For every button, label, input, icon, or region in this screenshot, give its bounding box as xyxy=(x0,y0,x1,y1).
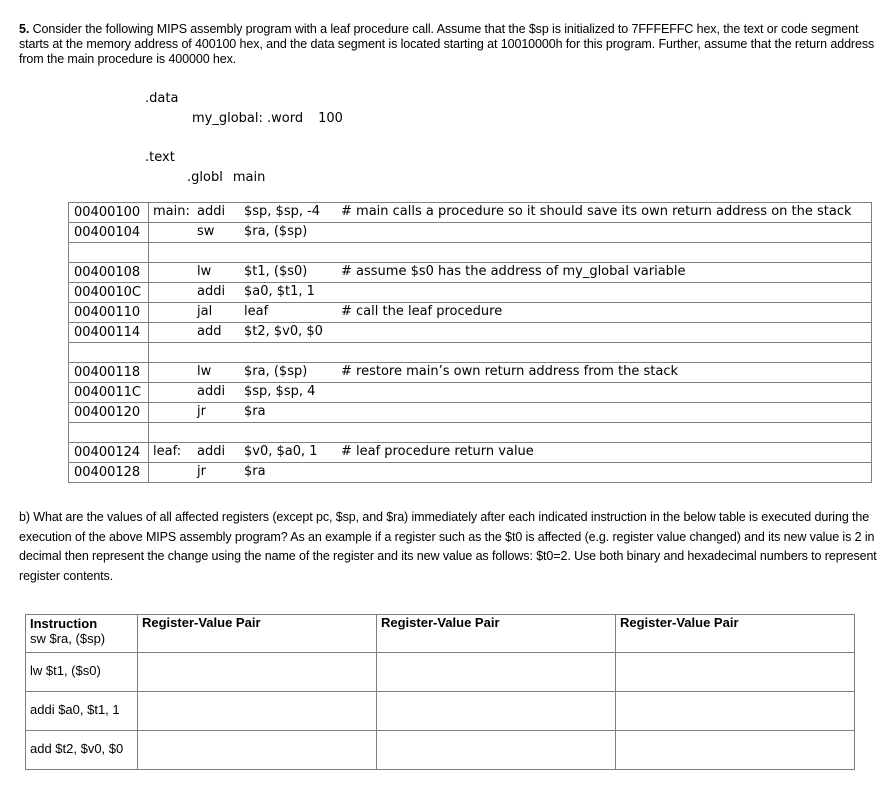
comment: # restore main’s own return address from the stack xyxy=(341,364,679,379)
label: main: xyxy=(153,204,190,219)
operands: $ra, ($sp) xyxy=(244,364,308,379)
opcode: jr xyxy=(197,464,206,479)
opcode: lw xyxy=(197,264,212,279)
register-value-header: Register-Value Pair xyxy=(381,615,500,630)
code-row xyxy=(69,283,872,303)
code-row xyxy=(69,303,872,323)
data-directive: .data xyxy=(145,91,179,106)
instruction-sw: sw $ra, ($sp) xyxy=(30,631,106,646)
operands: $a0, $t1, 1 xyxy=(244,284,315,299)
empty-cell xyxy=(69,423,149,443)
operands: $ra, ($sp) xyxy=(244,224,308,239)
instruction-cell xyxy=(149,303,872,323)
address: 00400118 xyxy=(69,363,149,383)
register-value-header: Register-Value Pair xyxy=(142,615,261,630)
address: 00400128 xyxy=(69,463,149,483)
globl-keyword: .globl xyxy=(187,170,223,185)
answer-cell[interactable] xyxy=(138,653,377,692)
instruction-cell: addi $a0, $t1, 1 xyxy=(26,692,138,731)
opcode: addi xyxy=(197,444,226,459)
comment: # call the leaf procedure xyxy=(341,304,503,319)
globl-directive xyxy=(187,170,265,186)
code-row xyxy=(69,263,872,283)
answer-header-row xyxy=(26,615,855,653)
empty-cell xyxy=(69,343,149,363)
instruction-cell xyxy=(149,403,872,423)
code-row xyxy=(69,363,872,383)
code-listing xyxy=(68,202,872,483)
instruction-cell xyxy=(149,223,872,243)
empty-cell xyxy=(149,343,872,363)
instruction-cell xyxy=(149,443,872,463)
answer-cell[interactable] xyxy=(138,615,377,653)
answer-row xyxy=(26,692,855,731)
answer-cell[interactable] xyxy=(616,692,855,731)
answer-cell[interactable] xyxy=(616,615,855,653)
address: 00400124 xyxy=(69,443,149,463)
answer-cell[interactable] xyxy=(377,692,616,731)
address: 00400120 xyxy=(69,403,149,423)
instruction-cell xyxy=(149,263,872,283)
answer-cell[interactable] xyxy=(377,615,616,653)
operands: $t2, $v0, $0 xyxy=(244,324,323,339)
spacer-row xyxy=(69,343,872,363)
opcode: addi xyxy=(197,284,226,299)
instruction-cell xyxy=(149,283,872,303)
code-row xyxy=(69,403,872,423)
declaration-text: my_global: .word xyxy=(192,111,304,126)
instruction-cell: add $t2, $v0, $0 xyxy=(26,731,138,770)
code-row xyxy=(69,443,872,463)
address: 00400100 xyxy=(69,203,149,223)
empty-cell xyxy=(69,243,149,263)
problem-intro: Consider the following MIPS assembly program with a leaf procedure call. Assume that the $sp is initialized to 7FFFEFFC hex, the text or code segment starts at the memory address of 400100 hex, and the data segment is located starting at 10010000h for this program. Further, assume that the return address from the main procedure is 400000 hex. xyxy=(19,22,875,66)
operands: $sp, $sp, 4 xyxy=(244,384,316,399)
instruction-cell xyxy=(149,203,872,223)
opcode: sw xyxy=(197,224,215,239)
empty-cell xyxy=(149,423,872,443)
text-directive: .text xyxy=(145,150,175,165)
address: 00400114 xyxy=(69,323,149,343)
code-row xyxy=(69,383,872,403)
address: 0040011C xyxy=(69,383,149,403)
address: 00400104 xyxy=(69,223,149,243)
globl-name: main xyxy=(232,170,266,185)
code-row xyxy=(69,463,872,483)
instruction-cell xyxy=(26,615,138,653)
answer-cell[interactable] xyxy=(616,731,855,770)
problem-statement xyxy=(19,22,877,67)
opcode: addi xyxy=(197,384,226,399)
spacer-row xyxy=(69,243,872,263)
address: 00400108 xyxy=(69,263,149,283)
instruction-cell: lw $t1, ($s0) xyxy=(26,653,138,692)
part-b-question: b) What are the values of all affected registers (except pc, $sp, and $ra) immediately after each indicated instruction in the below table is executed during the execution of the above MIPS assembly program? As an example if a register such as the $t0 is affected (e.g. register value changed) and its new value is 2 in decimal then represent the change using the name of the register and its new value as follows: $t0=2. Use both binary and hexadecimal numbers to represent register contents. xyxy=(19,510,877,583)
address: 00400110 xyxy=(69,303,149,323)
declaration-value: 100 xyxy=(318,111,343,126)
comment: # leaf procedure return value xyxy=(341,444,534,459)
instruction-cell xyxy=(149,363,872,383)
empty-cell xyxy=(149,243,872,263)
instruction-cell xyxy=(149,463,872,483)
code-row xyxy=(69,223,872,243)
answer-row xyxy=(26,731,855,770)
operands: $ra xyxy=(244,464,266,479)
address: 0040010C xyxy=(69,283,149,303)
opcode: jal xyxy=(197,304,213,319)
spacer-row xyxy=(69,423,872,443)
operands: $ra xyxy=(244,404,266,419)
code-row xyxy=(69,203,872,223)
answer-row xyxy=(26,653,855,692)
operands: leaf xyxy=(244,304,269,319)
answer-cell[interactable] xyxy=(616,653,855,692)
opcode: addi xyxy=(197,204,226,219)
operands: $sp, $sp, -4 xyxy=(244,204,321,219)
answer-cell[interactable] xyxy=(377,653,616,692)
code-row xyxy=(69,323,872,343)
answer-cell[interactable] xyxy=(377,731,616,770)
instruction-header: Instruction xyxy=(30,616,98,631)
opcode: jr xyxy=(197,404,206,419)
register-value-header: Register-Value Pair xyxy=(620,615,739,630)
comment: # main calls a procedure so it should save its own return address on the stack xyxy=(341,204,852,219)
answer-table xyxy=(25,614,855,770)
instruction-cell xyxy=(149,323,872,343)
opcode: lw xyxy=(197,364,212,379)
global-declaration xyxy=(192,111,343,127)
opcode: add xyxy=(197,324,222,339)
operands: $t1, ($s0) xyxy=(244,264,308,279)
problem-number: 5. xyxy=(19,22,30,36)
comment: # assume $s0 has the address of my_global variable xyxy=(341,264,686,279)
operands: $v0, $a0, 1 xyxy=(244,444,318,459)
answer-cell[interactable] xyxy=(138,731,377,770)
label: leaf: xyxy=(153,444,182,459)
answer-cell[interactable] xyxy=(138,692,377,731)
instruction-cell xyxy=(149,383,872,403)
